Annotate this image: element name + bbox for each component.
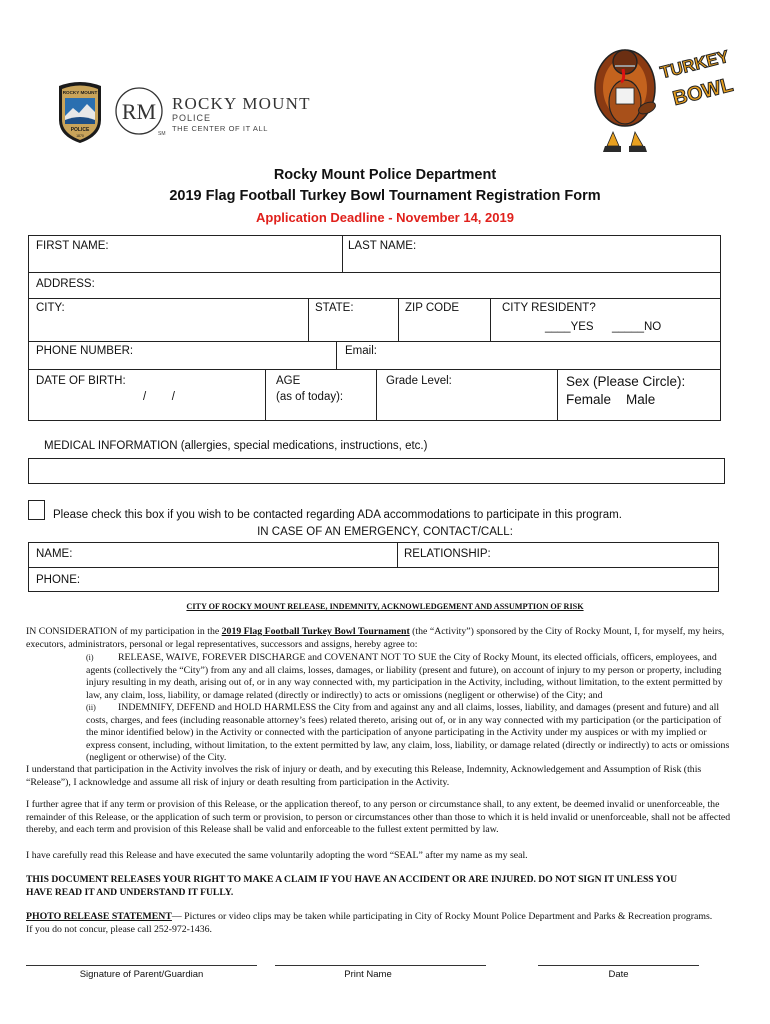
clause-ii-line: INDEMNIFY, DEFEND and HOLD HARMLESS the City from and against any and all claims, losses, liability, and damages (present and future) and all xyxy=(118,702,720,713)
city-resident-label: CITY RESIDENT? xyxy=(502,302,596,314)
department-title: Rocky Mount Police Department xyxy=(273,167,497,183)
release-intro-c: executors, administrators, personal or legal representatives, successors and assigns, hereby agree to: xyxy=(26,638,418,650)
release-clause-i-marker: (i) xyxy=(86,653,94,662)
rm-tagline: THE CENTER OF IT ALL xyxy=(172,124,269,133)
zip-code-field[interactable]: ZIP CODE xyxy=(405,302,460,314)
form-title: 2019 Flag Football Turkey Bowl Tournament Registration Form xyxy=(169,188,601,204)
emergency-phone-field[interactable]: PHONE: xyxy=(36,574,81,586)
last-name-field[interactable]: LAST NAME: xyxy=(348,240,417,252)
police-badge-logo xyxy=(55,80,105,144)
application-deadline: Application Deadline - November 14, 2019 xyxy=(256,210,514,225)
address-divider xyxy=(28,298,721,299)
date-line[interactable] xyxy=(538,965,699,966)
age-as-of-today: (as of today): xyxy=(276,391,344,403)
badge-mid-text: POLICE xyxy=(70,127,90,133)
release-clause-i xyxy=(86,652,746,702)
medical-info-label: MEDICAL INFORMATION (allergies, special medications, instructions, etc.) xyxy=(44,440,428,452)
rm-brand-name: ROCKY MOUNT xyxy=(172,94,311,113)
rm-brand-sub: POLICE xyxy=(172,113,212,123)
print-name-line[interactable] xyxy=(275,965,486,966)
grade-level-field[interactable]: Grade Level: xyxy=(386,375,452,387)
clause-ii-line: costs, charges, and fees (including reasonable attorney’s fees) related thereto, arising out of, or in any way connected with my participation (or the participation of xyxy=(86,714,722,726)
clause-ii-line: express consent, including, without limitation, to the extent permitted by law, any claim, loss, liability, or damage related (directly or indirectly) to acts or omissions xyxy=(86,739,730,751)
date-label: Date xyxy=(608,969,629,980)
warning-line: THIS DOCUMENT RELEASES YOUR RIGHT TO MAKE A CLAIM IF YOU HAVE AN ACCIDENT OR ARE INJURED. DO NOT SIGN IT UNLESS YOU xyxy=(26,874,677,885)
release-event-name: 2019 Flag Football Turkey Bowl Tournament xyxy=(221,626,410,637)
print-name-label: Print Name xyxy=(344,969,392,980)
svg-text:RM: RM xyxy=(121,99,157,124)
release-intro-a: IN CONSIDERATION of my participation in the xyxy=(26,626,222,637)
clause-ii-line: (negligent or otherwise) of the City. xyxy=(86,752,227,764)
city-resident-no[interactable]: _____NO xyxy=(612,321,662,333)
understand-line: “Release”), I acknowledge and assume all risk of injury or death resulting from participation in the Activity. xyxy=(26,776,450,788)
rm-monogram-logo xyxy=(114,86,164,136)
photo-release-contact: If you do not concur, please call 252-972-1436. xyxy=(26,923,212,935)
release-clause-ii-marker: (ii) xyxy=(86,703,96,712)
photo-release-label: PHOTO RELEASE STATEMENT xyxy=(26,911,172,922)
date-of-birth-field[interactable]: DATE OF BIRTH: xyxy=(36,375,126,387)
sex-option-male[interactable]: Male xyxy=(626,392,656,407)
ada-checkbox[interactable] xyxy=(28,500,45,520)
state-field[interactable]: STATE: xyxy=(315,302,354,314)
phone-number-field[interactable]: PHONE NUMBER: xyxy=(36,345,134,357)
email-field[interactable]: Email: xyxy=(345,345,377,357)
emergency-name-field[interactable]: NAME: xyxy=(36,548,73,560)
release-intro xyxy=(26,626,746,651)
release-understand xyxy=(26,764,748,789)
badge-top-text: ROCKY MOUNT xyxy=(62,90,98,95)
release-further xyxy=(26,799,748,837)
dob-slashes: / / xyxy=(143,391,175,403)
emergency-relationship-field[interactable]: RELATIONSHIP: xyxy=(404,548,491,560)
release-heading: CITY OF ROCKY MOUNT RELEASE, INDEMNITY, ACKNOWLEDGEMENT AND ASSUMPTION OF RISK xyxy=(186,602,584,611)
name-divider xyxy=(342,235,343,273)
clause-i-line: law, any claim, loss, liability, or damage related (directly or indirectly) to acts or omissions (negligent or otherwise) of the City; and xyxy=(86,689,603,701)
release-warning xyxy=(26,874,748,899)
address-field[interactable]: ADDRESS: xyxy=(36,278,95,290)
parent-signature-line[interactable] xyxy=(26,965,257,966)
further-line: thereby, and each term and provision of this Release shall be valid and enforceable to the fullest extent permitted by law. xyxy=(26,824,499,836)
age-field[interactable]: AGE xyxy=(276,375,301,387)
city-resident-yes[interactable]: ____YES xyxy=(545,321,594,333)
sex-label: Sex (Please Circle): xyxy=(566,374,686,389)
turkey-bowl-logo xyxy=(585,36,735,156)
first-name-field[interactable]: FIRST NAME: xyxy=(36,240,109,252)
turkey-logo-text2: BOWL xyxy=(670,73,735,111)
turkey-logo-text1: TURKEY xyxy=(658,46,731,83)
rm-sm-mark: SM xyxy=(158,131,166,137)
photo-release xyxy=(26,911,748,936)
further-line: remainder of this Release, or the application of such term or provision, to person or circumstances other than those to which it is held invalid or unenforceable, shall not be affected xyxy=(26,811,731,823)
release-intro-b: (the “Activity”) sponsored by the City of Rocky Mount, I, for myself, my heirs, xyxy=(409,626,725,637)
sex-option-female[interactable]: Female xyxy=(566,392,612,407)
photo-release-text: — Pictures or video clips may be taken while participating in City of Rocky Mount Police Department and Parks & Recreation programs. xyxy=(171,911,713,922)
clause-i-line: RELEASE, WAIVE, FOREVER DISCHARGE and COVENANT NOT TO SUE the City of Rocky Mount, its elected officials, officers, employees, and xyxy=(118,652,717,663)
emergency-heading: IN CASE OF AN EMERGENCY, CONTACT/CALL: xyxy=(257,526,513,538)
badge-year-text: 1870 xyxy=(76,134,84,138)
parent-signature-label: Signature of Parent/Guardian xyxy=(79,969,204,980)
release-clause-ii xyxy=(86,702,746,765)
warning-line: HAVE READ IT AND UNDERSTAND IT FULLY. xyxy=(26,886,234,898)
medical-info-input[interactable] xyxy=(28,458,725,484)
ada-accommodation-text: Please check this box if you wish to be contacted regarding ADA accommodations to participate in this program. xyxy=(53,509,622,521)
city-field[interactable]: CITY: xyxy=(36,302,65,314)
further-line: I further agree that if any term or provision of this Release, or the application thereof, to any person or circumstance shall, to any extent, be deemed invalid or unenforceable, the xyxy=(26,799,720,810)
release-seal: I have carefully read this Release and have executed the same voluntarily adopting the word “SEAL” after my name as my seal. xyxy=(26,850,528,861)
clause-ii-line: the minor identified below) in the Activity or connected with the participation of anyone participating in the Activity under my auspices or with my implied or xyxy=(86,727,707,739)
clause-i-line: injury resulting in my death, arising out of, or in any way connected with, my participation in the Activity, including, without limitation, to the extent permitted by xyxy=(86,677,723,689)
understand-line: I understand that participation in the Activity involves the risk of injury or death, and by executing this Release, Indemnity, Acknowledgement and Assumption of Risk (this xyxy=(26,764,702,775)
clause-i-line: agents (collectively the “City”) from any and all claims, losses, damages, or liability (present and future), on account of injury to my person or property, including xyxy=(86,664,722,676)
